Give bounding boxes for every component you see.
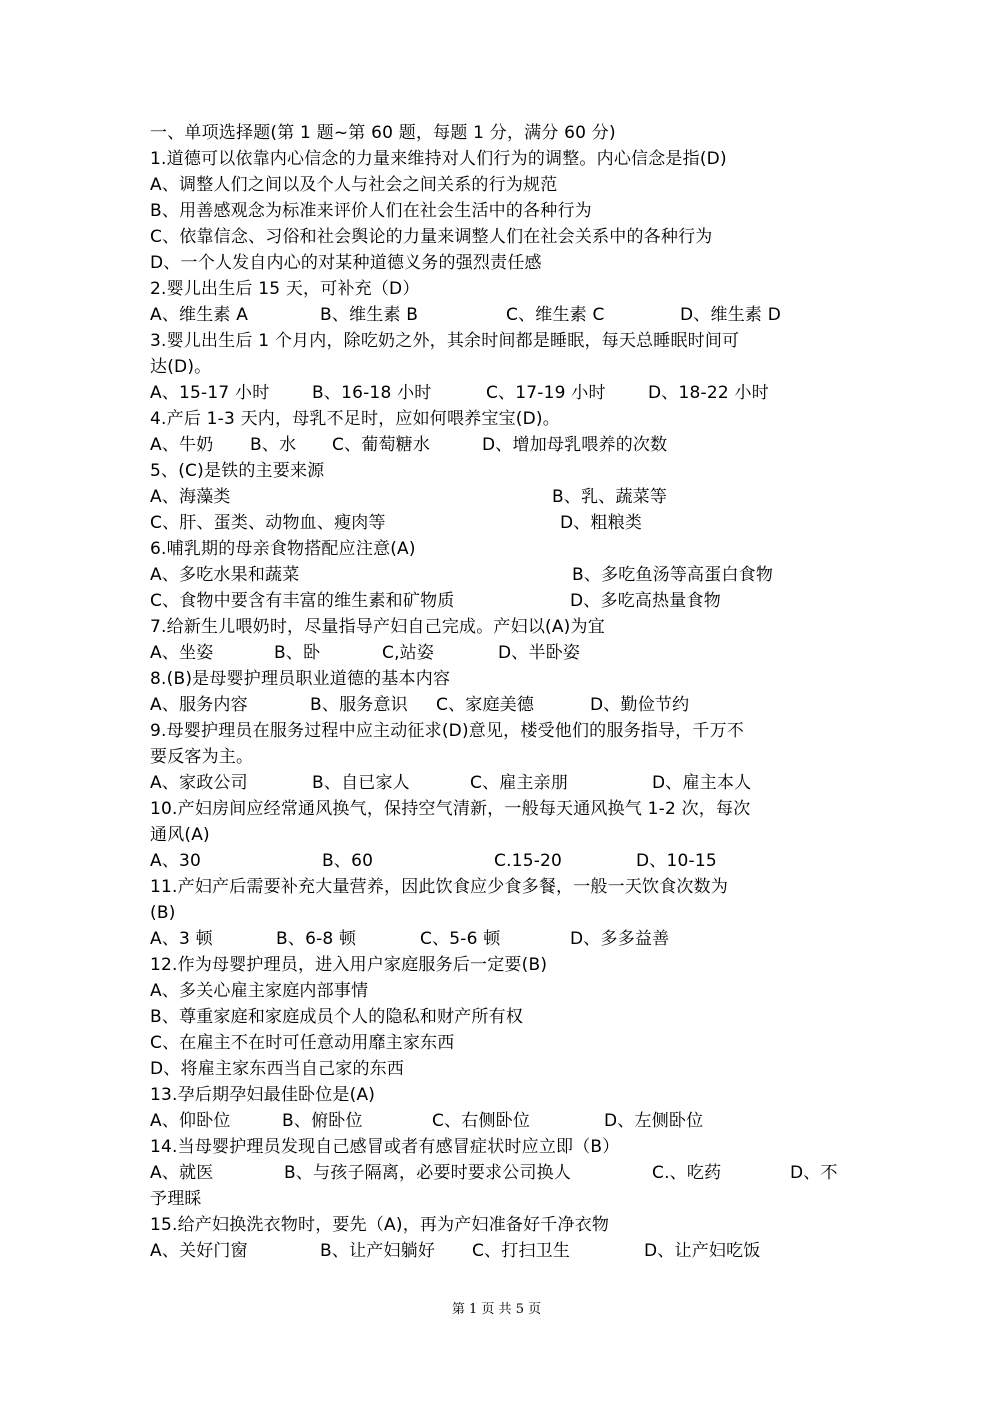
question-7-option-d: D、半卧姿 <box>498 643 581 663</box>
question-1-option-d: D、一个人发自内心的对某种道德义务的强烈责任感 <box>150 253 542 273</box>
question-8-options <box>150 692 850 718</box>
question-15-options <box>150 1238 850 1264</box>
question-5-options-row1 <box>150 484 850 510</box>
question-11-option-b: B、6-8 顿 <box>276 929 357 949</box>
question-15-option-c: C、打扫卫生 <box>472 1241 571 1261</box>
question-11-stem-cont: (B) <box>150 903 176 923</box>
question-8-option-d: D、勤俭节约 <box>590 695 690 715</box>
question-8-option-a: A、服务内容 <box>150 695 248 715</box>
question-6-option-d: D、多吃高热量食物 <box>570 591 721 611</box>
section-title: 一、单项选择题(第 1 题~第 60 题，每题 1 分，满分 60 分) <box>150 123 616 143</box>
question-9-option-a: A、家政公司 <box>150 773 248 793</box>
question-6-options-row1 <box>150 562 850 588</box>
page-footer: 第 1 页 共 5 页 <box>451 1302 542 1317</box>
question-4-options <box>150 432 850 458</box>
question-11-option-d: D、多多益善 <box>570 929 670 949</box>
question-9-option-b: B、自已家人 <box>312 773 410 793</box>
question-4-option-c: C、葡萄糖水 <box>332 435 431 455</box>
question-3-stem: 3.婴儿出生后 1 个月内，除吃奶之外，其余时间都是睡眠，每天总睡眠时间可 <box>150 331 740 351</box>
question-5-stem: 5、(C)是铁的主要来源 <box>150 461 325 481</box>
question-11-options <box>150 926 850 952</box>
question-6-option-b: B、多吃鱼汤等高蛋白食物 <box>572 565 774 585</box>
question-3-option-b: B、16-18 小时 <box>312 383 432 403</box>
question-5-option-b: B、乳、蔬菜等 <box>552 487 668 507</box>
question-7-option-b: B、卧 <box>274 643 321 663</box>
question-13-stem: 13.孕后期孕妇最佳卧位是(A) <box>150 1085 376 1105</box>
question-4-option-d: D、增加母乳喂养的次数 <box>482 435 668 455</box>
question-11-stem: 11.产妇产后需要补充大量营养，因此饮食应少食多餐，一般一天饮食次数为 <box>150 877 729 897</box>
question-5-option-c: C、肝、蛋类、动物血、瘦肉等 <box>150 513 386 533</box>
question-12-option-a: A、多关心雇主家庭内部事情 <box>150 981 369 1001</box>
question-5-options-row2 <box>150 510 850 536</box>
question-12-option-b: B、尊重家庭和家庭成员个人的隐私和财产所有权 <box>150 1007 524 1027</box>
question-6-option-a: A、多吃水果和蔬菜 <box>150 565 300 585</box>
question-11-option-c: C、5-6 顿 <box>420 929 501 949</box>
question-3-options <box>150 380 850 406</box>
question-12-stem: 12.作为母婴护理员，进入用户家庭服务后一定要(B) <box>150 955 548 975</box>
question-8-option-c: C、家庭美德 <box>436 695 535 715</box>
question-4-option-a: A、牛奶 <box>150 435 214 455</box>
question-6-stem: 6.哺乳期的母亲食物搭配应注意(A) <box>150 539 416 559</box>
question-7-stem: 7.给新生儿喂奶时，尽量指导产妇自己完成。产妇以(A)为宜 <box>150 617 605 637</box>
question-1-option-c: C、依靠信念、习俗和社会舆论的力量来调整人们在社会关系中的各种行为 <box>150 227 713 247</box>
question-2-options <box>150 302 850 328</box>
question-13-option-d: D、左侧卧位 <box>604 1111 704 1131</box>
question-9-stem-cont: 要反客为主。 <box>150 747 254 767</box>
question-7-option-c: C,站姿 <box>382 643 435 663</box>
question-4-option-b: B、水 <box>250 435 297 455</box>
question-13-option-c: C、右侧卧位 <box>432 1111 531 1131</box>
question-12-option-d: D、将雇主家东西当自己家的东西 <box>150 1059 405 1079</box>
question-2-option-c: C、维生素 C <box>506 305 605 325</box>
question-5-option-a: A、海藻类 <box>150 487 231 507</box>
question-11-option-a: A、3 顿 <box>150 929 213 949</box>
question-9-option-c: C、雇主亲朋 <box>470 773 569 793</box>
question-3-stem-cont: 达(D)。 <box>150 357 212 377</box>
question-14-option-d: D、不 <box>790 1163 838 1183</box>
question-10-option-c: C.15-20 <box>494 851 563 871</box>
question-1-stem: 1.道德可以依靠内心信念的力量来维持对人们行为的调整。内心信念是指(D) <box>150 149 727 169</box>
question-4-stem: 4.产后 1-3 天内，母乳不足时，应如何喂养宝宝(D)。 <box>150 409 560 429</box>
question-7-options <box>150 640 850 666</box>
question-9-option-d: D、雇主本人 <box>652 773 752 793</box>
question-10-options <box>150 848 850 874</box>
question-6-options-row2 <box>150 588 850 614</box>
question-2-stem: 2.婴儿出生后 15 天，可补充（D） <box>150 279 420 299</box>
question-1-option-a: A、调整人们之间以及个人与社会之间关系的行为规范 <box>150 175 558 195</box>
question-1-option-b: B、用善感观念为标准来评价人们在社会生活中的各种行为 <box>150 201 592 221</box>
question-10-option-d: D、10-15 <box>636 851 717 871</box>
question-14-option-c: C.、吃药 <box>652 1163 722 1183</box>
question-10-stem-cont: 通风(A) <box>150 825 210 845</box>
question-8-option-b: B、服务意识 <box>310 695 408 715</box>
question-7-option-a: A、坐姿 <box>150 643 214 663</box>
question-14-options <box>150 1160 850 1186</box>
question-6-option-c: C、食物中要含有丰富的维生素和矿物质 <box>150 591 455 611</box>
question-14-option-d-cont: 予理睬 <box>150 1189 202 1209</box>
question-14-option-b: B、与孩子隔离，必要时要求公司换人 <box>284 1163 572 1183</box>
question-13-option-b: B、俯卧位 <box>282 1111 363 1131</box>
question-10-option-b: B、60 <box>322 851 374 871</box>
question-15-stem: 15.给产妇换洗衣物时，要先（A)，再为产妇准备好千净衣物 <box>150 1215 610 1235</box>
question-15-option-d: D、让产妇吃饭 <box>644 1241 761 1261</box>
question-9-options <box>150 770 850 796</box>
question-5-option-d: D、粗粮类 <box>560 513 643 533</box>
question-2-option-b: B、维生素 B <box>320 305 419 325</box>
question-10-stem: 10.产妇房间应经常通风换气，保持空气清新，一般每天通风换气 1-2 次，每次 <box>150 799 751 819</box>
question-2-option-a: A、维生素 A <box>150 305 249 325</box>
question-2-option-d: D、维生素 D <box>680 305 781 325</box>
question-15-option-a: A、关好门窗 <box>150 1241 248 1261</box>
question-14-option-a: A、就医 <box>150 1163 214 1183</box>
question-15-option-b: B、让产妇躺好 <box>320 1241 436 1261</box>
question-3-option-d: D、18-22 小时 <box>648 383 769 403</box>
question-12-option-c: C、在雇主不在时可任意动用靡主家东西 <box>150 1033 455 1053</box>
question-3-option-a: A、15-17 小时 <box>150 383 270 403</box>
question-9-stem: 9.母婴护理员在服务过程中应主动征求(D)意见，楼受他们的服务指导，千万不 <box>150 721 744 741</box>
question-10-option-a: A、30 <box>150 851 202 871</box>
question-8-stem: 8.(B)是母婴护理员职业道德的基本内容 <box>150 669 451 689</box>
question-3-option-c: C、17-19 小时 <box>486 383 606 403</box>
question-13-option-a: A、仰卧位 <box>150 1111 231 1131</box>
question-14-stem: 14.当母婴护理员发现自己感冒或者有感冒症状时应立即（B） <box>150 1137 620 1157</box>
question-13-options <box>150 1108 850 1134</box>
